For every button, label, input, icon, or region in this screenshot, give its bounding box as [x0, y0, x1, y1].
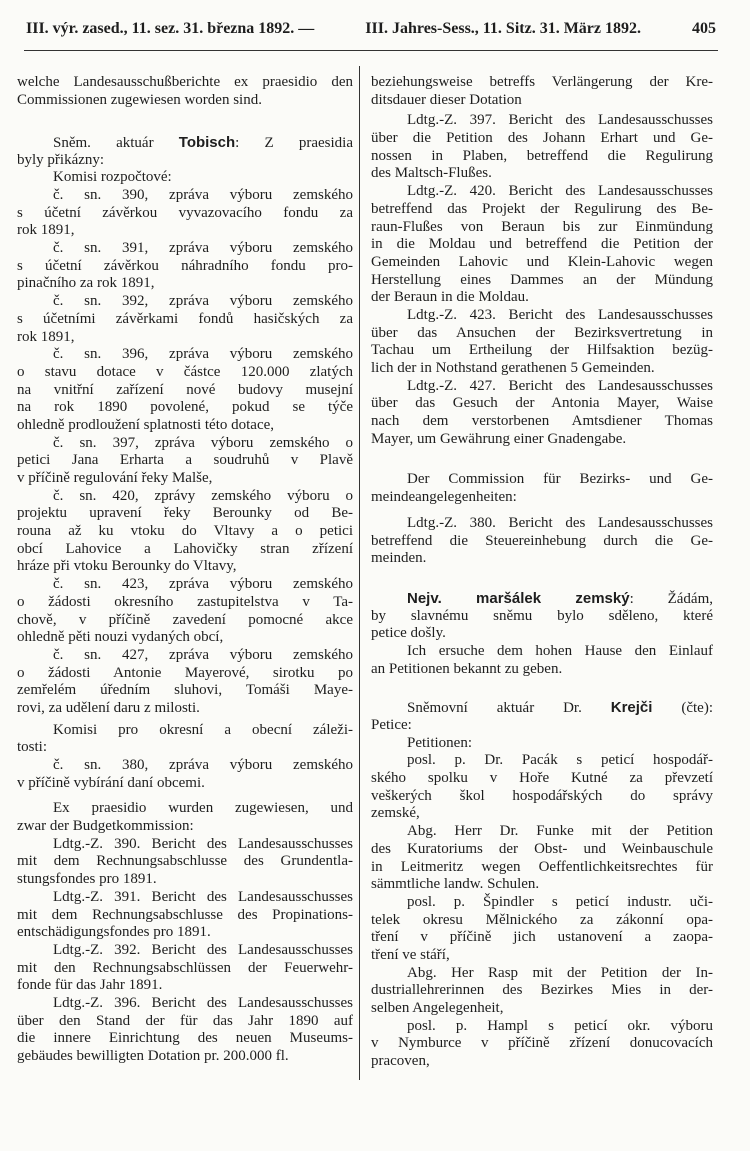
- paragraph: [17, 435, 353, 488]
- text-line: lich der in Nothstand gerathenen 5 Gemeinden.: [371, 360, 655, 376]
- text-line: zemské,: [371, 805, 420, 822]
- text-segment: Sněmovní aktuár Dr.: [407, 700, 611, 717]
- text-line: mit den Rechnungsabschlüssen der Feuerwehr-: [17, 959, 353, 976]
- text-line: [17, 134, 353, 152]
- paragraph: [17, 757, 353, 792]
- text-line: Herstellung eines Dammes an der Mündung: [371, 271, 713, 288]
- text-line: des Maltsch-Flußes.: [371, 165, 492, 182]
- header-german: III. Jahres-Sess., 11. Sitz. 31. März 1892.: [365, 20, 641, 37]
- paragraph: [371, 307, 713, 378]
- text-line: projektu upravení řeky Berounky od Be-: [17, 505, 353, 522]
- text-line: č. sn. 391, zpráva výboru zemského: [53, 240, 353, 257]
- paragraph: [371, 471, 713, 506]
- text-line: sämmtliche landw. Schulen.: [371, 876, 540, 893]
- text-line: entschädigungsfondes pro 1891.: [17, 924, 211, 941]
- speaker-name: Krejči: [610, 699, 653, 717]
- paragraph: [17, 169, 353, 187]
- paragraph: [17, 836, 353, 889]
- text-line: na rok 1890 povolené, pokud se týče: [17, 399, 353, 416]
- text-line: posl. p. Hampl s peticí okr. výboru: [407, 1017, 713, 1034]
- text-line: Ldtg.-Z. 391. Bericht des Landesausschusses: [53, 888, 353, 905]
- text-line: o žádosti okresního zastupitelstva v Ta-: [17, 593, 353, 610]
- text-line: Ldtg.-Z. 423. Bericht des Landesausschusses: [407, 306, 713, 323]
- paragraph: [371, 699, 713, 734]
- text-line: die innere Einrichtung des neuen Museums-: [17, 1030, 353, 1047]
- text-line: v příčině vybírání daní obcemi.: [17, 774, 205, 791]
- paragraph: [371, 515, 713, 568]
- text-line: in die Moldau und betreffend die Petition der: [371, 236, 713, 253]
- text-line: hráze při vtoku Berounky do Vltavy,: [17, 558, 237, 575]
- paragraph: [371, 183, 713, 307]
- text-line: der Beraun in die Moldau.: [371, 289, 529, 306]
- text-line: über das Ansuchen der Bezirksvertretung in: [371, 324, 713, 341]
- text-line: rok 1891,: [17, 222, 75, 239]
- text-line: Ldtg.-Z. 420. Bericht des Landesausschusses: [407, 183, 713, 200]
- text-line: ditsdauer dieser Dotation: [371, 91, 522, 108]
- text-line: Mayer, um Gewährung einer Gnadengabe.: [371, 430, 627, 447]
- text-line: nossen in Plaben, betreffend die Regulirung: [371, 147, 713, 164]
- text-line: Der Commission für Bezirks- und Ge-: [407, 471, 713, 488]
- text-line: [371, 699, 713, 717]
- paragraph: [371, 643, 713, 678]
- paragraph: [17, 74, 353, 109]
- text-line: pracoven,: [371, 1053, 430, 1070]
- text-line: über das Gesuch der Antonia Mayer, Waise: [371, 395, 713, 412]
- text-line: raun-Flußes von Beraun bis zur Einmündung: [371, 218, 713, 235]
- text-line: Komisi rozpočtové:: [53, 169, 172, 186]
- text-line: [371, 590, 713, 608]
- header-czech: III. výr. zased., 11. sez. 31. března 1892. —: [26, 20, 315, 37]
- text-line: v příčině regulování řeky Malše,: [17, 470, 213, 487]
- text-line: zwar der Budgetkommission:: [17, 818, 194, 835]
- text-line: rovi, za udělení daru z milosti.: [17, 699, 200, 716]
- text-line: posl. p. Dr. Pacák s peticí hospodář-: [407, 752, 713, 769]
- text-line: chově, v příčině zavedení pomocné akce: [17, 611, 353, 628]
- text-line: pinačního za rok 1891,: [17, 275, 155, 292]
- text-line: obcí Lahovice a Lahovičky stran zřízení: [17, 540, 353, 557]
- text-line: mit dem Rechnungsabschlusse des Propinations-: [17, 906, 353, 923]
- paragraph: [17, 346, 353, 434]
- paragraph: [371, 894, 713, 965]
- text-line: Commissionen zugewiesen worden sind.: [17, 91, 262, 108]
- paragraph: [371, 965, 713, 1018]
- paragraph: [17, 800, 353, 835]
- text-line: meindeangelegenheiten:: [371, 489, 517, 506]
- paragraph: [17, 240, 353, 293]
- text-line: selben Angelegenheit,: [371, 1000, 504, 1016]
- text-line: Abg. Herr Dr. Funke mit der Petition: [407, 823, 713, 840]
- text-line: gebäudes bewilligten Dotation pr. 200.000 fl.: [17, 1048, 289, 1065]
- column-divider: [359, 66, 360, 1080]
- text-line: Ldtg.-Z. 427. Bericht des Landesausschusses: [407, 377, 713, 394]
- text-line: stungsfondes pro 1891.: [17, 871, 157, 888]
- text-segment: (čte):: [652, 700, 713, 717]
- text-line: zemřelém úředním sluhovi, Tomáši Maye-: [17, 682, 353, 699]
- text-line: über die Petition des Johann Erhart und Ge-: [371, 130, 713, 147]
- text-line: č. sn. 380, zpráva výboru zemského: [53, 757, 353, 774]
- text-line: Gemeinden Lahovic und Klein-Lahovic wegen: [371, 253, 713, 270]
- text-line: rouna až ku vtoku do Vltavy a o petici: [17, 523, 353, 540]
- header-rule: [24, 50, 718, 51]
- text-line: Petitionen:: [407, 734, 472, 751]
- paragraph: [371, 735, 713, 753]
- paragraph: [371, 1018, 713, 1071]
- text-line: in Leitmeritz wegen Oeffentlichkeitsrechtes für: [371, 858, 713, 875]
- text-line: ského spolku v Hoře Kutné za převzetí: [371, 770, 713, 787]
- text-line: Ich ersuche dem hohen Hause den Einlauf: [407, 642, 713, 659]
- left-column: [17, 74, 353, 1066]
- text-line: č. sn. 420, zprávy zemského výboru o: [53, 487, 353, 504]
- text-line: č. sn. 423, zpráva výboru zemského: [53, 576, 353, 593]
- text-line: č. sn. 396, zpráva výboru zemského: [53, 346, 353, 363]
- paragraph: [371, 752, 713, 823]
- paragraph: [371, 112, 713, 183]
- text-line: mit dem Rechnungsabschlusse des Grundentla-: [17, 853, 353, 870]
- page-number: 405: [692, 20, 716, 37]
- text-line: Ldtg.-Z. 396. Bericht des Landesausschusses: [53, 994, 353, 1011]
- running-header: [26, 20, 716, 44]
- text-line: welche Landesausschußberichte ex praesidio den: [17, 74, 353, 90]
- text-line: s účetní závěrkou náhradního fondu pro-: [17, 257, 353, 274]
- text-line: č. sn. 427, zpráva výboru zemského: [53, 646, 353, 663]
- paragraph: [17, 576, 353, 647]
- text-line: Ex praesidio wurden zugewiesen, und: [53, 800, 353, 817]
- text-line: petice došly.: [371, 625, 446, 642]
- text-line: Ldtg.-Z. 380. Bericht des Landesausschusses: [407, 514, 713, 531]
- text-line: Abg. Her Rasp mit der Petition der In-: [407, 964, 713, 981]
- text-line: über den Stand der für das Jahr 1890 auf: [17, 1012, 353, 1029]
- text-line: o stavu dotace v částce 120.000 zlatých: [17, 363, 353, 380]
- paragraph: [371, 378, 713, 449]
- text-line: o žádosti Antonie Mayerové, sirotku po: [17, 664, 353, 681]
- text-line: dustriallehrerinnen des Bezirkes Mies in der-: [371, 982, 713, 999]
- text-line: telek okresu Mělnického za zákonní opa-: [371, 911, 713, 928]
- text-line: č. sn. 390, zpráva výboru zemského: [53, 187, 353, 204]
- paragraph: [17, 647, 353, 718]
- text-line: posl. p. Špindler s peticí industr. uči-: [407, 893, 713, 910]
- speaker-name: Nejv. maršálek zemský: [407, 589, 630, 607]
- paragraph: [17, 187, 353, 240]
- text-line: beziehungsweise betreffs Verlängerung der Kre-: [371, 74, 713, 90]
- paragraph: [17, 134, 353, 169]
- text-line: rok 1891,: [17, 328, 75, 345]
- text-line: ohledně prodloužení splatnosti této dotace,: [17, 416, 275, 433]
- text-line: meinden.: [371, 550, 427, 567]
- text-segment: Sněm. aktuár: [53, 134, 179, 151]
- text-line: ohledně pěti nouzi vydaných obcí,: [17, 629, 224, 646]
- text-line: des Kuratoriums der Obst- und Weinbauschule: [371, 840, 713, 857]
- text-line: na vnitřní zařízení nové budovy musejní: [17, 381, 353, 398]
- text-line: an Petitionen bekannt zu geben.: [371, 660, 563, 677]
- text-line: Ldtg.-Z. 392. Bericht des Landesausschusses: [53, 941, 353, 958]
- text-line: tosti:: [17, 739, 48, 756]
- text-line: Ldtg.-Z. 390. Bericht des Landesausschusses: [53, 835, 353, 852]
- paragraph: [371, 823, 713, 894]
- speaker-name: Tobisch: [178, 133, 236, 151]
- paragraph: [17, 995, 353, 1066]
- paragraph: [17, 942, 353, 995]
- text-line: byly přikázny:: [17, 151, 105, 168]
- text-line: fonde für das Jahr 1891.: [17, 977, 163, 994]
- text-line: Petice:: [371, 717, 412, 733]
- text-line: tření v příčině jich ustanovení a zaopa-: [371, 929, 713, 946]
- text-line: Ldtg.-Z. 397. Bericht des Landesausschusses: [407, 112, 713, 129]
- paragraph: [17, 889, 353, 942]
- right-column: [371, 74, 713, 1071]
- text-segment: : Z praesidia: [235, 134, 353, 151]
- text-line: Tachau um Ertheilung der Hilfsaktion bezüg-: [371, 342, 713, 359]
- text-line: veškerých škol hospodářských do správy: [371, 787, 713, 804]
- text-line: Komisi pro okresní a obecní záleži-: [53, 721, 353, 738]
- text-line: s účetními závěrkami fondů hasičských za: [17, 310, 353, 327]
- paragraph: [17, 488, 353, 576]
- paragraph: [17, 293, 353, 346]
- text-line: petici Jana Erharta a soudruhů v Plavě: [17, 452, 353, 469]
- text-line: s účetní závěrkou vyvazovacího fondu za: [17, 204, 353, 221]
- text-line: č. sn. 397, zpráva výboru zemského o: [53, 434, 353, 451]
- text-line: tření ve stáří,: [371, 946, 450, 963]
- text-line: č. sn. 392, zpráva výboru zemského: [53, 293, 353, 310]
- text-line: betreffend das Projekt der Regulirung des Be-: [371, 200, 713, 217]
- paragraph: [371, 590, 713, 643]
- text-segment: : Žádám,: [629, 590, 713, 607]
- text-line: betreffend die Steuereinhebung durch die Ge-: [371, 532, 713, 549]
- paragraph: [371, 74, 713, 109]
- text-line: v Nymburce v příčině zřízení donucovacích: [371, 1035, 713, 1052]
- text-line: nach dem verstorbenen Amtsdiener Thomas: [371, 413, 713, 430]
- paragraph: [17, 722, 353, 757]
- text-line: by slavnému sněmu bylo sděleno, které: [371, 607, 713, 624]
